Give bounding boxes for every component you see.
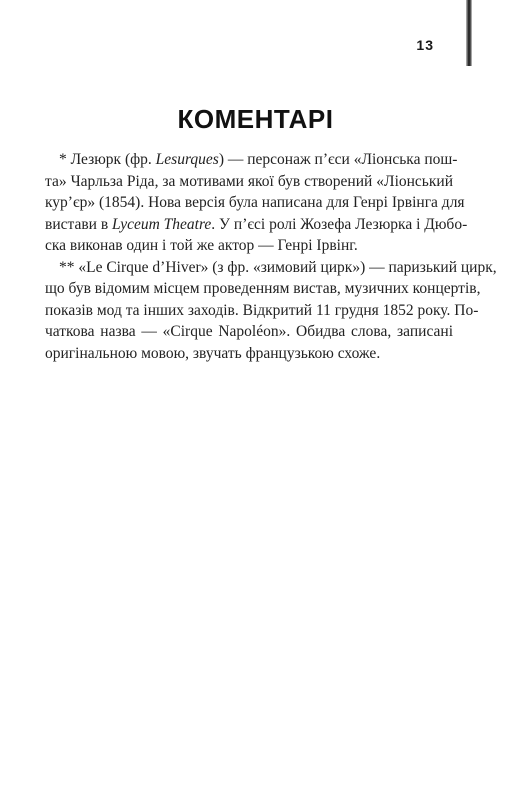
- note-line: та» Чарльза Ріда, за мотивами якої був створений «Ліонський: [45, 172, 453, 190]
- note-cirque-d-hiver: [45, 257, 497, 365]
- note-line: ска виконав один і той же актор — Генрі Ірвінг.: [45, 237, 358, 254]
- note-italic-text: Lyceum Theatre: [112, 215, 212, 233]
- note-italic-text: Lesurques: [155, 151, 219, 168]
- note-text: * Лезюрк (фр.: [59, 151, 156, 168]
- comments-body: [45, 149, 497, 364]
- note-line: оригінальною мовою, звучать французькою схоже.: [45, 344, 381, 362]
- note-line: показів мод та інших заходів. Відкритий 11 грудня 1852 року. По-: [45, 301, 479, 319]
- note-line: чаткова назва — «Cirque Napoléon». Обидва слова, записані: [45, 323, 453, 340]
- note-line: що був відомим місцем проведенням вистав, музичних концертів,: [45, 280, 481, 297]
- page-number: 13: [416, 37, 434, 53]
- page-title: КОМЕНТАРІ: [177, 104, 334, 134]
- note-lesurques: [45, 149, 468, 257]
- note-line: [45, 149, 458, 171]
- note-text: вистави в: [45, 215, 113, 233]
- note-line: ** «Le Cirque d’Hiver» (з фр. «зимовий цирк») — паризький цирк,: [59, 258, 497, 276]
- page-edge-mark: [466, 0, 472, 66]
- note-line: [45, 214, 468, 236]
- note-text: . У п’єсі ролі Жозефа Лезюрка і Дюбо-: [211, 215, 468, 233]
- note-text: ) — персонаж п’єси «Ліонська пош-: [218, 151, 458, 168]
- note-line: кур’єр» (1854). Нова версія була написана для Генрі Ірвінга для: [45, 194, 465, 211]
